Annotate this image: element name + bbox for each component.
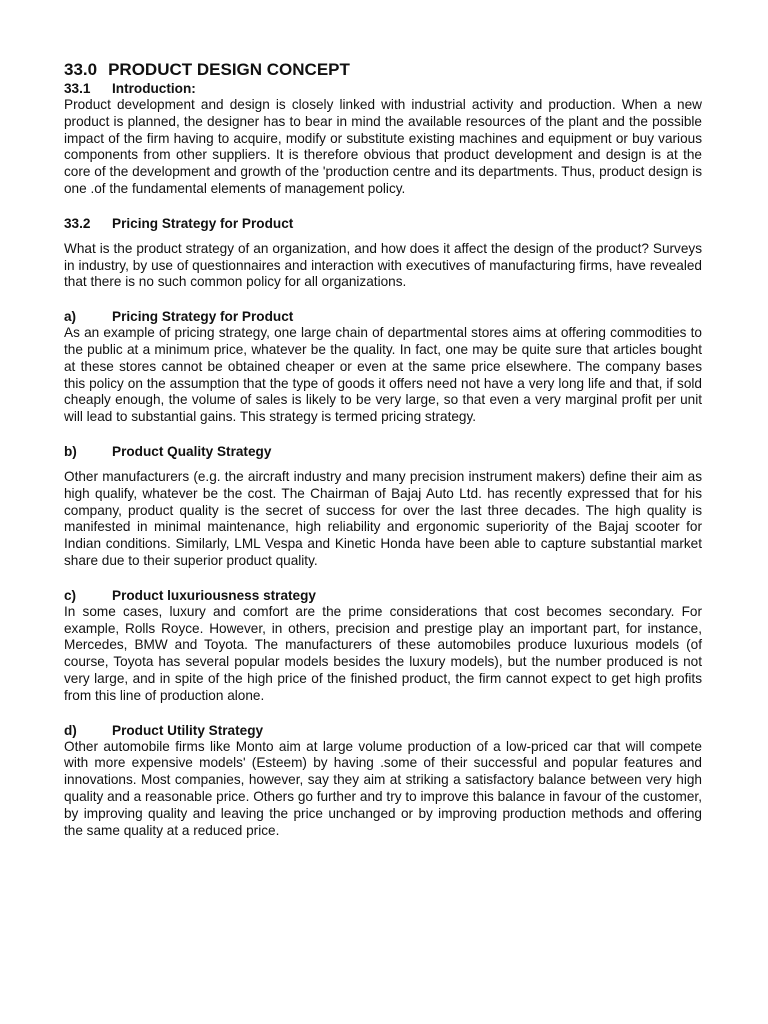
chapter-number: 33.0 xyxy=(64,60,98,79)
paragraph-d: Other automobile firms like Monto aim at large volume production of a low-priced car that will compete with more expensive models' (Esteem) by having .some of their successful and popular features and innovations. Most companies, however, say they aim at striking a satisfactory balance between very high quality and a reasonable price. Others go further and try to improve this balance in favour of the customer, by improving quality and leaving the price unchanged or by improving production methods and offering the same quality at a reduced price. xyxy=(64,738,702,838)
section-heading-text: Introduction: xyxy=(112,81,196,96)
chapter-title xyxy=(64,60,702,80)
section-number: 33.2 xyxy=(64,215,91,231)
section-number: d) xyxy=(64,722,77,738)
paragraph-b: Other manufacturers (e.g. the aircraft industry and many precision instrument makers) define their aim as high qualify, whatever be the cost. The Chairman of Bajaj Auto Ltd. has recently expressed that for his company, product quality is the secret of success for over the last three decades. The high quality is manifested in minimal maintenance, high reliability and ergonomic superiority of the Bajaj scooter for Indian conditions. Similarly, LML Vespa and Kinetic Honda have been able to capture substantial market share due to their superior product quality. xyxy=(64,468,702,568)
section-heading-intro xyxy=(64,80,702,97)
section-number: b) xyxy=(64,443,77,459)
section-number: c) xyxy=(64,587,77,603)
section-heading-d xyxy=(64,722,702,739)
section-heading-a xyxy=(64,308,702,325)
paragraph-a: As an example of pricing strategy, one large chain of departmental stores aims at offering commodities to the public at a minimum price, whatever be the quality. In fact, one may be quite sure that articles bought at these stores cannot be obtained cheaper or even at the same price elsewhere. The company bases this policy on the assumption that the type of goods it offers need not have a very long life and that, if sold cheaply enough, the volume of sales is likely to be very large, so that even a very marginal profit per unit will lead to substantial gains. This strategy is termed pricing strategy. xyxy=(64,325,702,425)
section-heading-text: Product luxuriousness strategy xyxy=(112,587,316,603)
paragraph-intro: Product development and design is closely linked with industrial activity and production. When a new product is planned, the designer has to bear in mind the available resources of the plant and the possible impact of the firm having to acquire, modify or substitute existing machines and equipment or buy various components from other suppliers. It is therefore obvious that product development and design is at the core of the development and growth of the 'production centre and its departments. Thus, product design is one .of the fundamental elements of management policy. xyxy=(64,97,702,196)
section-number: a) xyxy=(64,309,77,325)
section-number: 33.1 xyxy=(64,81,91,96)
section-heading-text: Pricing Strategy for Product xyxy=(112,215,294,231)
section-heading-text: Pricing Strategy for Product xyxy=(112,309,294,325)
section-heading-text: Product Quality Strategy xyxy=(112,443,272,459)
section-heading-pricing xyxy=(64,215,702,232)
paragraph-pricing: What is the product strategy of an organization, and how does it affect the design of the product? Surveys in industry, by use of questionnaires and interaction with executives of manufacturing firms, have revealed that there is no such common policy for all organizations. xyxy=(64,240,702,290)
section-heading-c xyxy=(64,587,702,604)
chapter-title-text: PRODUCT DESIGN CONCEPT xyxy=(108,60,350,79)
paragraph-c: In some cases, luxury and comfort are the prime considerations that cost becomes secondary. For example, Rolls Royce. However, in others, precision and prestige play an important part, for instance, Mercedes, BMW and Toyota. The manufacturers of these automobiles produce luxurious models (of course, Toyota has several popular models besides the luxury models), but the number produced is not very large, and in spite of the high price of the finished product, the firm cannot expect to get high profits from this line of production alone. xyxy=(64,603,702,703)
section-heading-text: Product Utility Strategy xyxy=(112,722,264,738)
section-heading-b xyxy=(64,443,702,460)
document-body xyxy=(64,60,702,839)
